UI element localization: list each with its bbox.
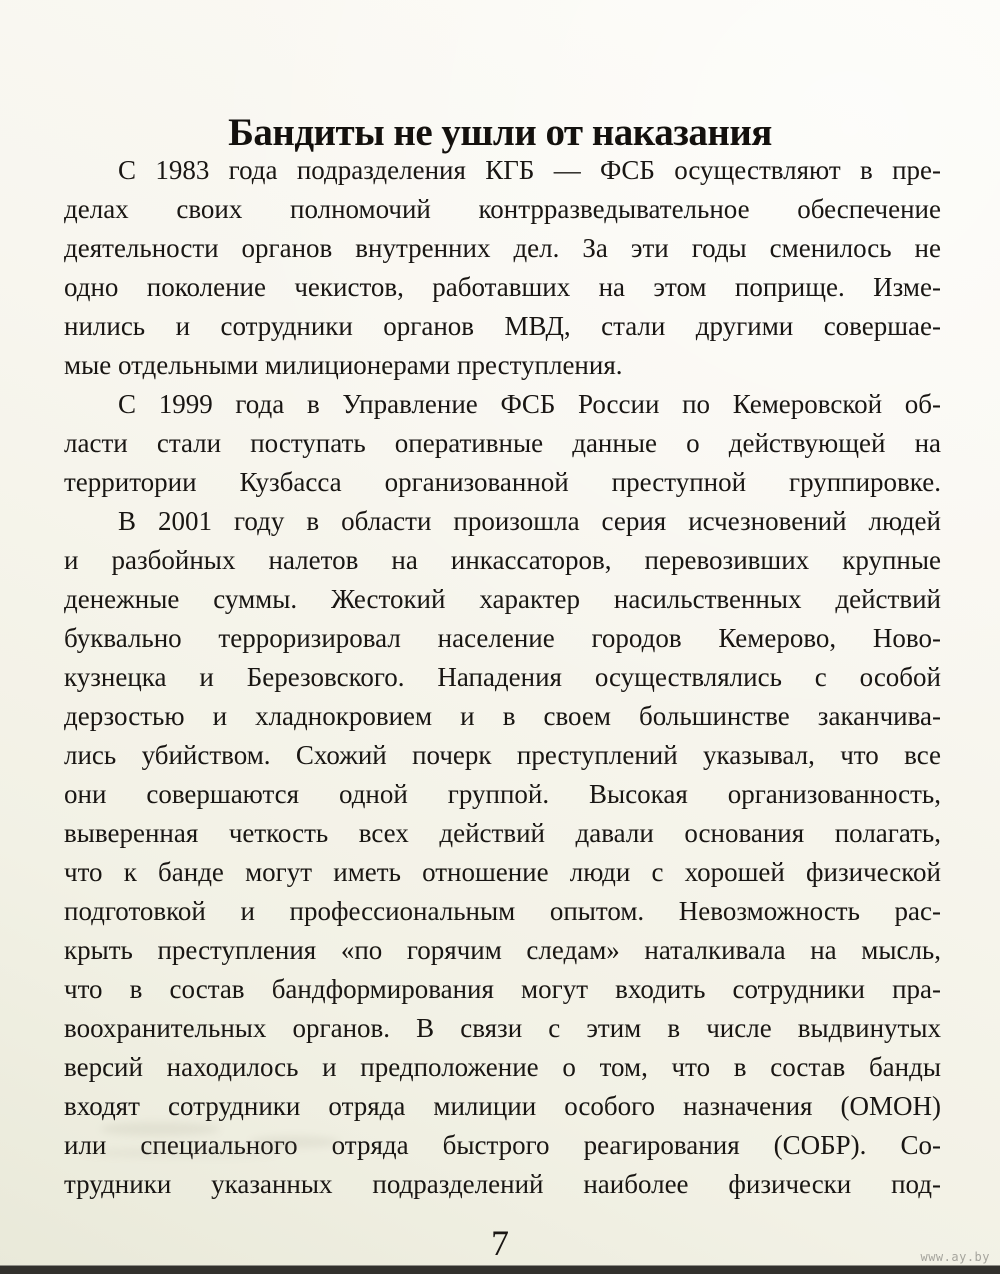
text-line: лись убийством. Схожий почерк преступлений указывал, что все	[64, 740, 941, 770]
text-line: мые отдельными милиционерами преступления.	[64, 350, 623, 380]
text-line: и разбойных налетов на инкассаторов, перевозивших крупные	[64, 545, 941, 575]
page-number: 7	[491, 1223, 509, 1263]
text-line: они совершаются одной группой. Высокая организованность,	[64, 779, 941, 809]
body-text	[64, 151, 941, 1204]
scan-bottom-edge	[0, 1265, 1000, 1274]
text-line: ласти стали поступать оперативные данные о действующей на	[64, 428, 941, 458]
text-line: крыть преступления «по горячим следам» наталкивала на мысль,	[64, 935, 941, 965]
text-line: территории Кузбасса организованной преступной группировке.	[64, 467, 941, 497]
text-line: нились и сотрудники органов МВД, стали другими совершае-	[64, 311, 941, 341]
text-line: воохранительных органов. В связи с этим в числе выдвинутых	[64, 1013, 941, 1043]
text-line: деятельности органов внутренних дел. За эти годы сменилось не	[64, 233, 941, 263]
watermark-text: www.ay.by	[920, 1250, 990, 1264]
text-line: буквально терроризировал население городов Кемерово, Ново-	[64, 623, 941, 653]
text-line: С 1999 года в Управление ФСБ России по Кемеровской об-	[118, 389, 941, 419]
text-line: кузнецка и Березовского. Нападения осуществлялись с особой	[64, 662, 941, 692]
text-line: версий находилось и предположение о том, что в состав банды	[64, 1052, 941, 1082]
text-line: В 2001 году в области произошла серия исчезновений людей	[118, 506, 941, 536]
text-line: денежные суммы. Жестокий характер насильственных действий	[64, 584, 941, 614]
text-line: делах своих полномочий контрразведывательное обеспечение	[64, 194, 941, 224]
text-line: трудники указанных подразделений наиболее физически под-	[64, 1169, 941, 1199]
text-line: что в состав бандформирования могут входить сотрудники пра-	[64, 974, 941, 1004]
text-line: подготовкой и профессиональным опытом. Невозможность рас-	[64, 896, 941, 926]
text-line: входят сотрудники отряда милиции особого назначения (ОМОН)	[64, 1091, 941, 1121]
text-line: или специального отряда быстрого реагирования (СОБР). Со-	[64, 1130, 941, 1160]
text-line: С 1983 года подразделения КГБ — ФСБ осуществляют в пре-	[118, 155, 941, 185]
page-title: Бандиты не ушли от наказания	[228, 111, 772, 155]
text-line: выверенная четкость всех действий давали основания полагать,	[64, 818, 941, 848]
text-line: что к банде могут иметь отношение люди с хорошей физической	[64, 857, 941, 887]
text-line: одно поколение чекистов, работавших на этом поприще. Изме-	[64, 272, 941, 302]
text-line: дерзостью и хладнокровием и в своем большинстве заканчива-	[64, 701, 941, 731]
